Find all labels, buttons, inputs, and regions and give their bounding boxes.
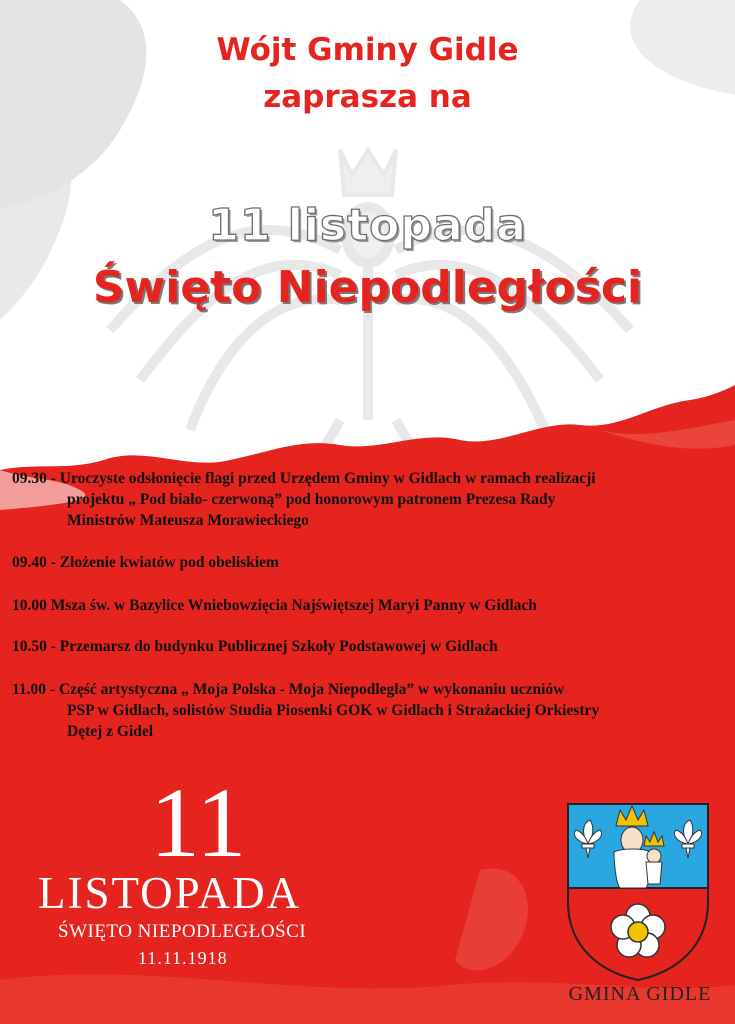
logo-month: LISTOPADA (38, 868, 302, 918)
program-text: projektu „ Pod biało- czerwoną” pod honorowym patronem Prezesa Rady (67, 491, 556, 508)
program-item (12, 679, 724, 742)
program-text: PSP w Gidlach, solistów Studia Piosenki GOK w Gidlach i Strażackiej Orkiestry (67, 702, 600, 719)
program-time: 11.00 - (12, 681, 56, 698)
program-text: Przemarsz do budynku Publicznej Szkoły Podstawowej w Gidlach (59, 638, 498, 655)
program-item (12, 595, 724, 616)
crest-caption: GMINA GIDLE (568, 983, 712, 1005)
program-item (12, 636, 724, 657)
program-text: Uroczyste odsłonięcie flagi przed Urzędem Gminy w Gidlach w ramach realizacji (59, 470, 596, 487)
header-line-1: Wójt Gminy Gidle (216, 32, 519, 68)
program-text: Dętej z Gidel (67, 723, 154, 740)
event-date: 11 listopada (208, 200, 527, 251)
program-time: 09.30 - (12, 470, 56, 487)
program-text: Złożenie kwiatów pod obeliskiem (59, 554, 279, 571)
logo-year: 11.11.1918 (138, 948, 228, 968)
program-time: 09.40 - (12, 554, 56, 571)
program-text: Ministrów Mateusza Morawieckiego (67, 512, 309, 529)
logo-number: 11 (150, 767, 247, 878)
program-text: Msza św. w Bazylice Wniebowzięcia Najświętszej Maryi Panny w Gidlach (50, 597, 537, 614)
header-line-2: zaprasza na (263, 79, 472, 115)
program-time: 10.50 - (12, 638, 56, 655)
logo-holiday: ŚWIĘTO NIEPODLEGŁOŚCI (58, 921, 307, 942)
coat-of-arms-icon (566, 802, 710, 982)
event-name: Święto Niepodległości (92, 262, 643, 313)
program-item (12, 468, 724, 531)
program-item (12, 552, 724, 573)
program-text: Część artystyczna „ Moja Polska - Moja Niepodległa” w wykonaniu uczniów (58, 681, 565, 698)
program-time: 10.00 (12, 597, 47, 614)
